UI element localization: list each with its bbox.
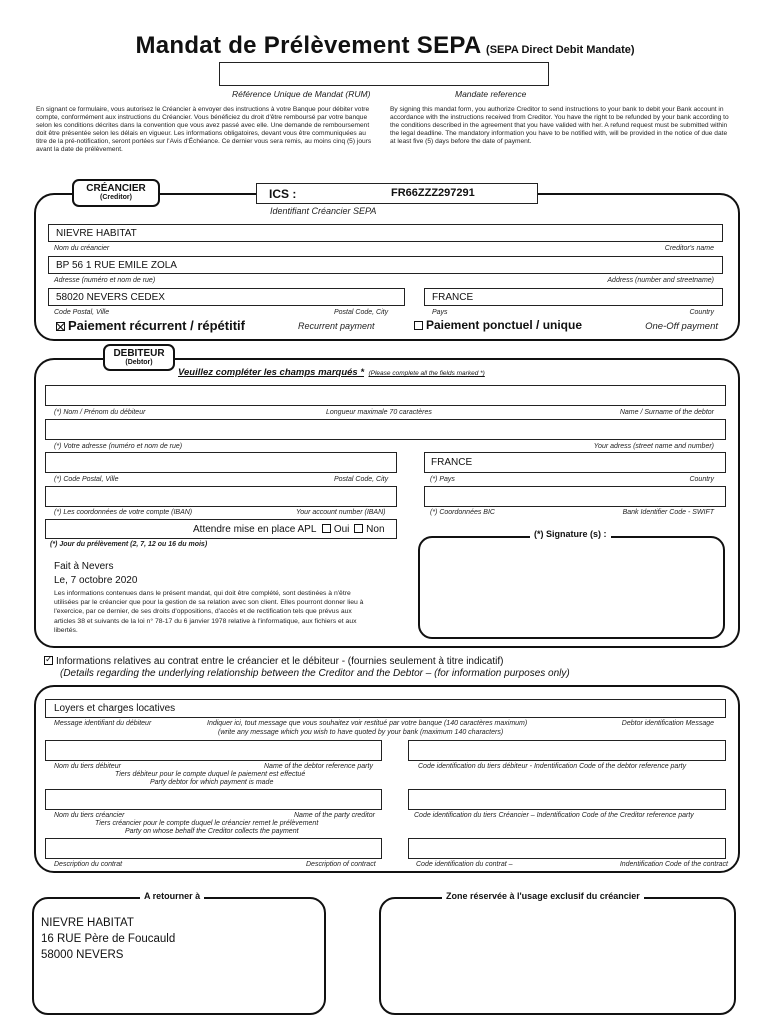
contract-title: ✓Informations relatives au contrat entre le créancier et le débiteur - (fournies seulement à titre indicatif): [44, 656, 503, 667]
contract-code-label-en: Indentification Code of the contract: [619, 861, 728, 868]
oneoff-checkbox[interactable]: [414, 321, 423, 330]
creditor-city-field: 58020 NEVERS CEDEX: [48, 288, 405, 306]
apl-oui-checkbox[interactable]: [322, 524, 331, 533]
debtor-name-input[interactable]: [45, 385, 726, 406]
oneoff-label-en: One-Off payment: [645, 321, 718, 332]
title-sub: (SEPA Direct Debit Mandate): [486, 44, 635, 56]
apl-oui-label: Oui: [333, 524, 350, 535]
title-main: Mandat de Prélèvement SEPA: [135, 32, 482, 59]
reserved-box: [379, 897, 736, 1015]
contract-desc-input[interactable]: [45, 838, 382, 859]
tiers-debtor-hint-en: Party debtor for which payment is made: [150, 779, 274, 786]
debtor-country-label-en: Country: [689, 476, 714, 483]
contract-desc-label-en: Description of contract: [306, 861, 376, 868]
debtor-name-label: (*) Nom / Prénom du débiteur: [54, 409, 146, 416]
intro-en: By signing this mandat form, you authorize Creditor to send instructions to your bank to debit your Bank account in accordance with the instructions received from Creditor. You have the right to be refunded by your bank according to the conditions described in the agreement that you have valided with her. A refund request must be submitted within the legal deadline. The mandatory information you have to be notified with, will be provided in the notice of due date at least five (5) days before the date of payment.: [390, 106, 729, 145]
debtor-city-label-en: Postal Code, City: [334, 476, 389, 483]
debtor-tag: DEBITEUR (Debtor): [103, 344, 175, 371]
return-title: A retourner à: [140, 891, 204, 901]
tiers-creditor-hint-en: Party on whose behalf the Creditor collects the payment: [125, 828, 299, 835]
debtor-iban-label-en: Your account number (IBAN): [296, 509, 386, 516]
tiers-debtor-code-input[interactable]: [408, 740, 726, 761]
contract-message-field: Loyers et charges locatives: [45, 699, 726, 718]
tiers-debtor-code-label: Code identification du tiers débiteur - Indentification Code of the debtor reference party: [418, 763, 687, 770]
contract-msg-hint: Indiquer ici, tout message que vous souhaitez voir restitué par votre banque (140 caractères maximum): [207, 720, 528, 727]
debtor-address-label-en: Your adress (street name and number): [593, 443, 714, 450]
debtor-bic-input[interactable]: [424, 486, 726, 507]
debtor-bic-label-en: Bank Identifier Code - SWIFT: [622, 509, 714, 516]
tiers-creditor-label: Nom du tiers créancier: [54, 812, 125, 819]
return-line-2: 16 RUE Père de Foucauld: [41, 933, 176, 945]
intro-fr: En signant ce formulaire, vous autorisez le Créancier à envoyer des instructions à votre Banque pour débiter votre compte, conformément aux instructions du Créancier. Vous bénéficiez du droit d'être remboursé par votre banque selon les conditions décrites dans la convention que vous avez passé avec elle. Une demande de remboursement doit être présentée selon les délais en vigueur. Les informations obligatoires, devant vous être communiquées au titre de la pré-notification, seront portées sur l'Avis d'Échéance. Ce dernier vous sera remis, au moins cinq (5) jours avant la date de prélèvement.: [36, 106, 372, 153]
creditor-city-label: Code Postal, Ville: [54, 309, 110, 316]
debtor-day-label: (*) Jour du prélèvement (2, 7, 12 ou 16 du mois): [50, 541, 208, 548]
signature-box[interactable]: [418, 536, 725, 639]
tiers-creditor-code-input[interactable]: [408, 789, 726, 810]
contract-title-en: (Details regarding the underlying relationship between the Creditor and the Debtor – (for information purposes only): [60, 668, 570, 679]
contract-code-input[interactable]: [408, 838, 726, 859]
tiers-debtor-label-en: Name of the debtor reference party: [264, 763, 373, 770]
tiers-creditor-hint: Tiers créancier pour le compte duquel le créancier remet le prélèvement: [95, 820, 319, 827]
tiers-creditor-label-en: Name of the party creditor: [294, 812, 375, 819]
debtor-country-input[interactable]: FRANCE: [424, 452, 726, 473]
creditor-city-label-en: Postal Code, City: [334, 309, 389, 316]
apl-box: [45, 519, 397, 539]
recurrent-checkbox[interactable]: [56, 322, 65, 331]
signature-label: (*) Signature (s) :: [530, 529, 611, 539]
cnil-text: Les informations contenues dans le présent mandat, qui doit être complété, sont destinées à n'être utilisées par le créancier que pour la gestion de sa relation avec son client. Elles pourront donner lieu à l'exercice, par ce dernier, de ses droits d'oppositions, d'accès et de rectification tels que prévus aux articles 38 et suivants de la loi n° 78-17 du 6 janvier 1978 relative à l'informatique, aux fichiers et aux libertés.: [54, 590, 364, 634]
debtor-bic-label: (*) Coordonnées BIC: [430, 509, 495, 516]
debtor-address-label: (*) Votre adresse (numéro et nom de rue): [54, 443, 183, 450]
page-title: [0, 32, 770, 60]
ics-label: ICS :: [269, 187, 297, 201]
oneoff-option[interactable]: Paiement ponctuel / unique: [414, 318, 582, 332]
creditor-name-field: NIEVRE HABITAT: [48, 224, 723, 242]
return-line-1: NIEVRE HABITAT: [41, 917, 134, 929]
creditor-name-label-en: Creditor's name: [664, 245, 714, 252]
fait-a: Fait à Nevers: [54, 561, 114, 572]
reserved-title: Zone réservée à l'usage exclusif du créancier: [442, 891, 644, 901]
debtor-name-max: Longueur maximale 70 caractères: [326, 409, 432, 416]
return-line-3: 58000 NEVERS: [41, 949, 124, 961]
debtor-city-label: (*) Code Postal, Ville: [54, 476, 119, 483]
ics-sublabel: Identifiant Créancier SEPA: [270, 206, 377, 216]
apl-non-checkbox[interactable]: [354, 524, 363, 533]
rum-label: Référence Unique de Mandat (RUM): [232, 89, 371, 99]
tiers-debtor-hint: Tiers débiteur pour le compte duquel le paiement est effectué: [115, 771, 306, 778]
ics-value: FR66ZZZ297291: [391, 187, 475, 199]
creditor-country-label: Pays: [432, 309, 448, 316]
creditor-country-field: FRANCE: [424, 288, 723, 306]
creditor-tag: CRÉANCIER (Creditor): [72, 179, 160, 207]
apl-non-label: Non: [366, 524, 385, 535]
contract-msg-label-en: Debtor identification Message: [621, 720, 714, 727]
contract-checkbox[interactable]: [44, 656, 53, 665]
recurrent-label-en: Recurrent payment: [298, 321, 375, 331]
creditor-address-label: Adresse (numéro et nom de rue): [54, 277, 156, 284]
return-address: [41, 915, 175, 963]
rum-input[interactable]: [219, 62, 549, 86]
tiers-debtor-label: Nom du tiers débiteur: [54, 763, 121, 770]
debtor-iban-label: (*) Les coordonnées de votre compte (IBAN): [54, 509, 193, 516]
debtor-iban-input[interactable]: [45, 486, 397, 507]
debtor-name-label-en: Name / Surname of the debtor: [619, 409, 714, 416]
creditor-address-label-en: Address (number and streetname): [607, 277, 714, 284]
debtor-country-label: (*) Pays: [430, 476, 455, 483]
creditor-country-label-en: Country: [689, 309, 714, 316]
debtor-city-input[interactable]: [45, 452, 397, 473]
ics-box: [256, 183, 538, 204]
apl-label: Attendre mise en place APL: [193, 524, 317, 535]
creditor-name-label: Nom du créancier: [54, 245, 110, 252]
tiers-creditor-code-label: Code identification du tiers Créancier – Indentification Code of the Creditor reference party: [414, 812, 694, 819]
contract-msg-hint-en: (write any message which you wish to have quoted by your bank (maximum 140 characters): [218, 729, 504, 736]
contract-msg-label: Message identifiant du débiteur: [54, 720, 152, 727]
debtor-instruction: Veuillez compléter les champs marqués * (Please complete all the fields marked *): [178, 367, 485, 378]
contract-desc-label: Description du contrat: [54, 861, 123, 868]
creditor-address-field: BP 56 1 RUE EMILE ZOLA: [48, 256, 723, 274]
rum-label-en: Mandate reference: [455, 89, 527, 99]
debtor-address-input[interactable]: [45, 419, 726, 440]
date-le: Le, 7 octobre 2020: [54, 575, 138, 586]
tiers-creditor-name-input[interactable]: [45, 789, 382, 810]
contract-code-label: Code identification du contrat –: [416, 861, 513, 868]
recurrent-option[interactable]: Paiement récurrent / répétitif: [56, 318, 245, 333]
tiers-debtor-name-input[interactable]: [45, 740, 382, 761]
